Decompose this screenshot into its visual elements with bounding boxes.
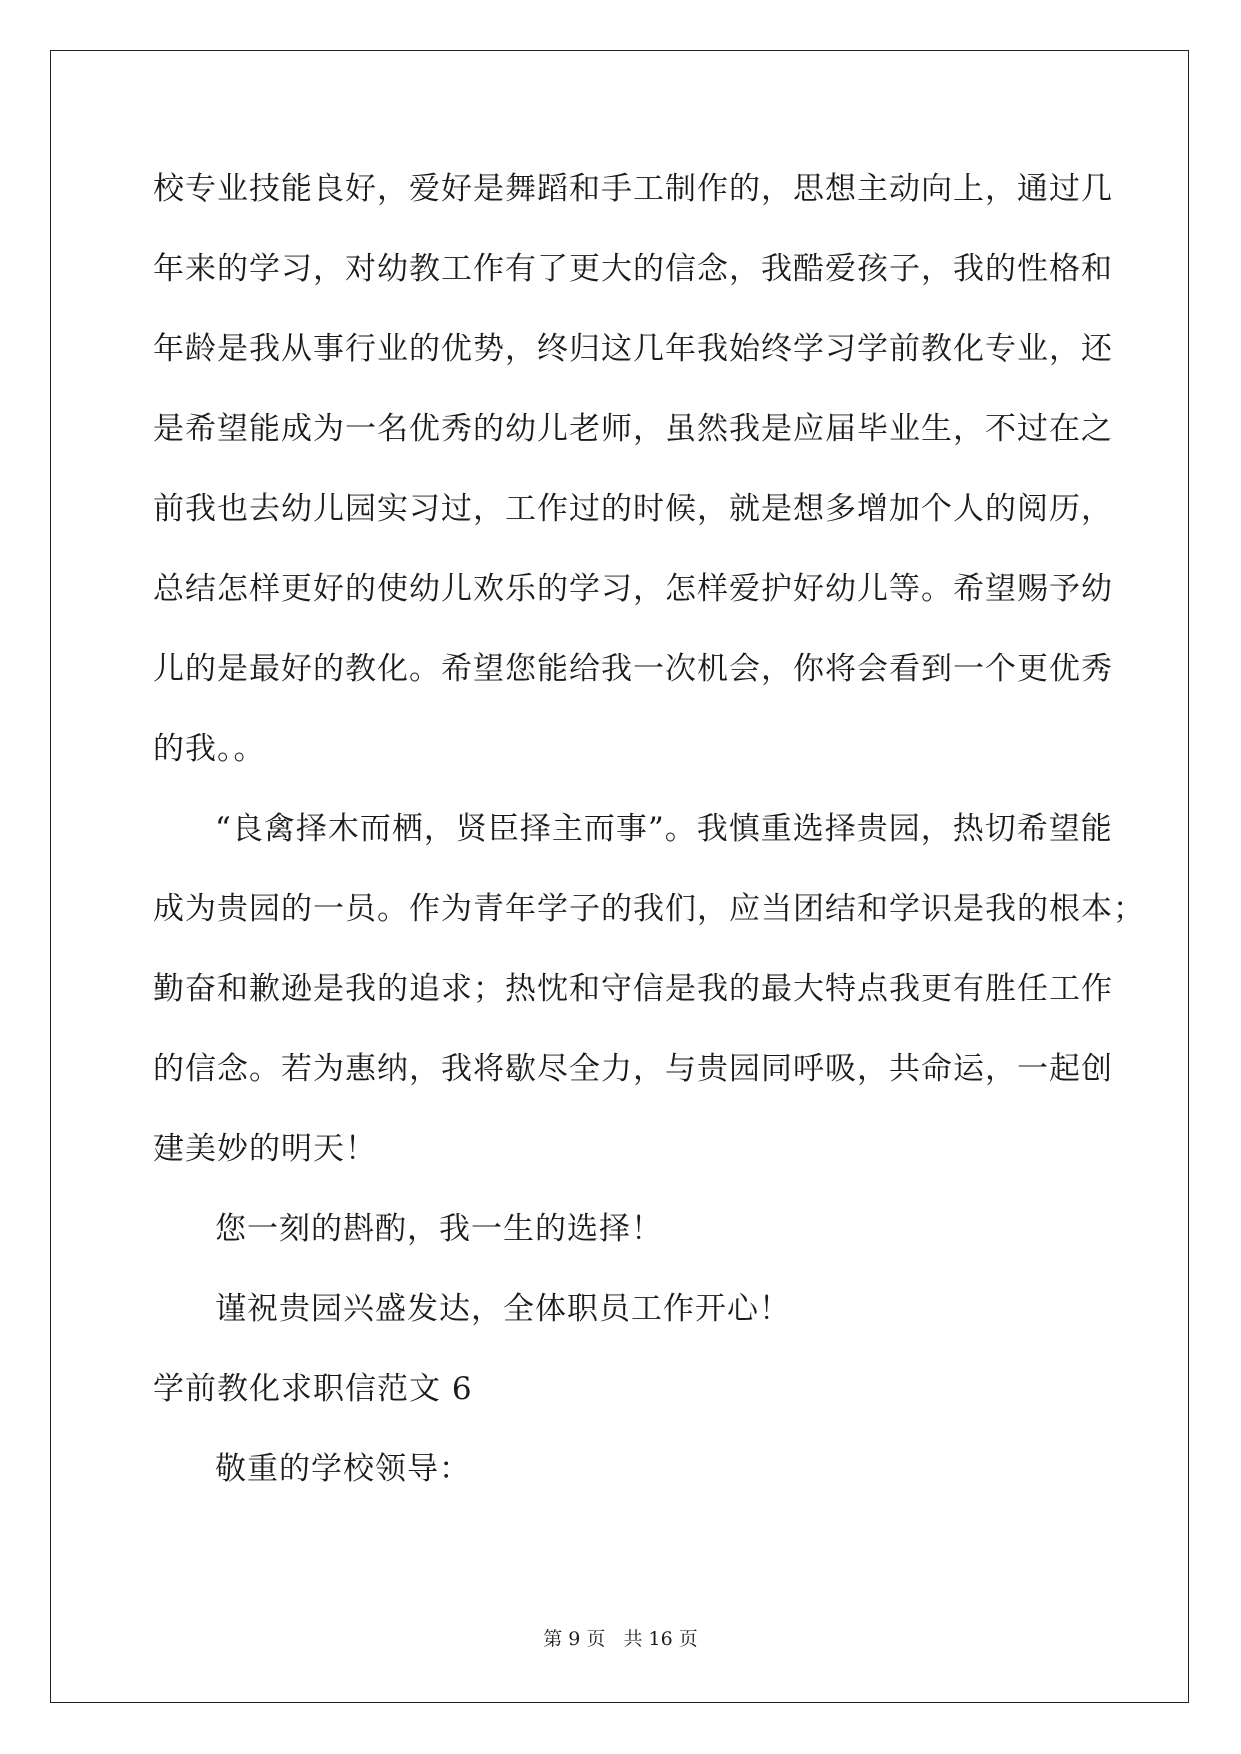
text-line: 是希望能成为一名优秀的幼儿老师，虽然我是应届毕业生，不过在之 bbox=[153, 411, 1113, 447]
salutation: 敬重的学校领导： bbox=[215, 1451, 471, 1487]
text-line: 儿的是最好的教化。希望您能给我一次机会，你将会看到一个更优秀 bbox=[153, 651, 1113, 687]
text-line: 前我也去幼儿园实习过，工作过的时候，就是想多增加个人的阅历， bbox=[153, 491, 1113, 527]
section-heading: 学前教化求职信范文 6 bbox=[153, 1371, 473, 1407]
text-line: 校专业技能良好，爱好是舞蹈和手工制作的，思想主动向上，通过几 bbox=[153, 171, 1113, 207]
text-line: 的我。。 bbox=[153, 731, 266, 767]
text-line: 成为贵园的一员。作为青年学子的我们，应当团结和学识是我的根本； bbox=[153, 891, 1145, 927]
text-line: 年来的学习，对幼教工作有了更大的信念，我酷爱孩子，我的性格和 bbox=[153, 251, 1113, 287]
text-line: 总结怎样更好的使幼儿欢乐的学习，怎样爱护好幼儿等。希望赐予幼 bbox=[153, 571, 1113, 607]
text-line: 建美妙的明天！ bbox=[153, 1131, 377, 1167]
text-line: 谨祝贵园兴盛发达，全体职员工作开心！ bbox=[215, 1291, 791, 1327]
text-line: 年龄是我从事行业的优势，终归这几年我始终学习学前教化专业，还 bbox=[153, 331, 1113, 367]
text-line: 勤奋和歉逊是我的追求；热忱和守信是我的最大特点我更有胜任工作 bbox=[153, 971, 1113, 1007]
text-line: 您一刻的斟酌，我一生的选择！ bbox=[215, 1211, 663, 1247]
text-line: “良禽择木而栖，贤臣择主而事”。我慎重选择贵园，热切希望能 bbox=[215, 811, 1113, 847]
text-line: 的信念。若为惠纳，我将歇尽全力，与贵园同呼吸，共命运，一起创 bbox=[153, 1051, 1113, 1087]
page-number-footer: 第 9 页 共 16 页 bbox=[543, 1628, 698, 1650]
